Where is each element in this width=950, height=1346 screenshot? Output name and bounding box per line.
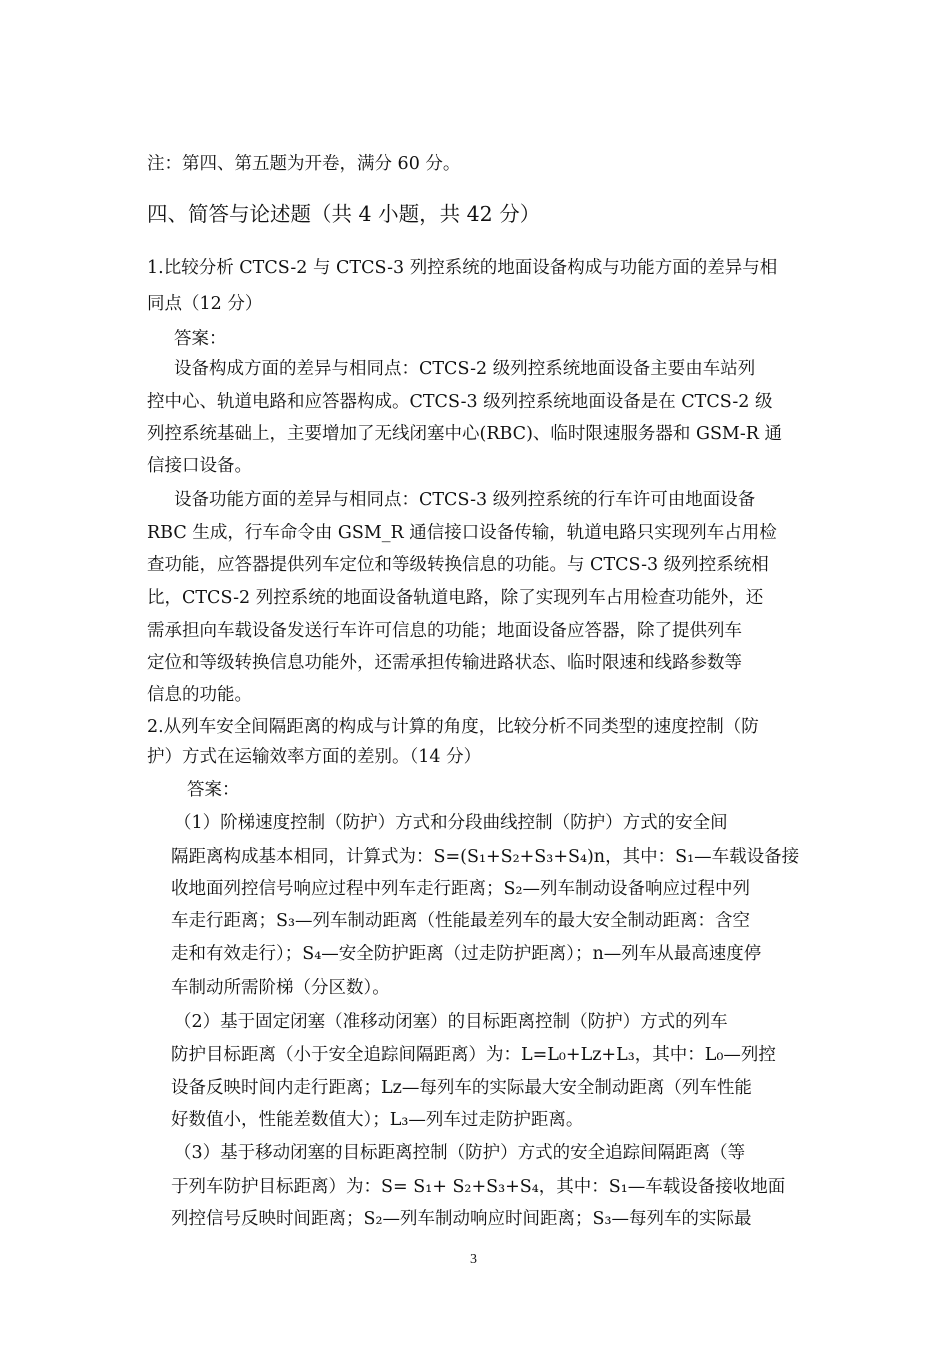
exam-note: 注：第四、第五题为开卷，满分 60 分。 [147,154,461,174]
answer-1-paragraph-line: 列控系统基础上，主要增加了无线闭塞中心(RBC)、临时限速服务器和 GSM-R 通 [147,424,783,444]
question-1-line: 同点（12 分） [147,294,263,314]
question-2-line: 护）方式在运输效率方面的差别。（14 分） [147,747,482,767]
answer-2-item-1-line: 隔距离构成基本相同，计算式为：S=(S₁+S₂+S₃+S₄)n，其中：S₁—车载设备接 [171,847,800,867]
section-title: 四、简答与论述题（共 4 小题，共 42 分） [147,202,541,226]
answer-1-paragraph-line: 信接口设备。 [147,456,252,476]
answer-2-item-1-line: 收地面列控信号响应过程中列车走行距离；S₂—列车制动设备响应过程中列 [171,879,751,899]
answer-1-paragraph-line: 控中心、轨道电路和应答器构成。CTCS-3 级列控系统地面设备是在 CTCS-2 级 [147,392,773,412]
answer-2-item-3-line: （3）基于移动闭塞的目标距离控制（防护）方式的安全追踪间隔距离（等 [174,1143,746,1163]
answer-1-paragraph-line: 需承担向车载设备发送行车许可信息的功能；地面设备应答器，除了提供列车 [147,621,742,641]
answer-1-paragraph-line: 查功能，应答器提供列车定位和等级转换信息的功能。与 CTCS-3 级列控系统相 [147,555,769,575]
question-2-line: 2.从列车安全间隔距离的构成与计算的角度，比较分析不同类型的速度控制（防 [147,717,759,737]
answer-2-item-2-line: 设备反映时间内走行距离；Lz—每列车的实际最大安全制动距离（列车性能 [171,1078,752,1098]
answer-1-paragraph-line: 信息的功能。 [147,685,252,705]
answer-2-item-2-line: 好数值小，性能差数值大）；L₃—列车过走防护距离。 [171,1110,584,1130]
page-number: 3 [470,1252,477,1267]
answer-2-item-1-line: 车走行距离；S₃—列车制动距离（性能最差列车的最大安全制动距离：含空 [171,911,751,931]
answer-1-paragraph-line: 设备功能方面的差异与相同点：CTCS-3 级列控系统的行车许可由地面设备 [174,490,756,510]
answer-2-item-1-line: （1）阶梯速度控制（防护）方式和分段曲线控制（防护）方式的安全间 [174,813,728,833]
answer-1-paragraph-line: RBC 生成，行车命令由 GSM_R 通信接口设备传输，轨道电路只实现列车占用检 [147,523,777,543]
question-1-line: 1.比较分析 CTCS-2 与 CTCS-3 列控系统的地面设备构成与功能方面的差异与相 [147,258,778,278]
answer-label: 答案： [187,780,240,800]
answer-2-item-1-line: 走和有效走行）；S₄—安全防护距离（过走防护距离）；n—列车从最高速度停 [171,944,762,964]
answer-1-paragraph-line: 比，CTCS-2 列控系统的地面设备轨道电路，除了实现列车占用检查功能外，还 [147,588,764,608]
answer-1-paragraph-line: 定位和等级转换信息功能外，还需承担传输进路状态、临时限速和线路参数等 [147,653,742,673]
answer-1-paragraph-line: 设备构成方面的差异与相同点：CTCS-2 级列控系统地面设备主要由车站列 [174,359,756,379]
answer-label: 答案： [174,329,227,349]
answer-2-item-2-line: 防护目标距离（小于安全追踪间隔距离）为：L=L₀+Lz+L₃，其中：L₀—列控 [171,1045,776,1065]
answer-2-item-3-line: 于列车防护目标距离）为：S= S₁+ S₂+S₃+S₄，其中：S₁—车载设备接收地面 [171,1177,786,1197]
answer-2-item-3-line: 列控信号反映时间距离；S₂—列车制动响应时间距离；S₃—每列车的实际最 [171,1209,752,1229]
answer-2-item-1-line: 车制动所需阶梯（分区数）。 [171,978,390,998]
answer-2-item-2-line: （2）基于固定闭塞（准移动闭塞）的目标距离控制（防护）方式的列车 [174,1012,728,1032]
